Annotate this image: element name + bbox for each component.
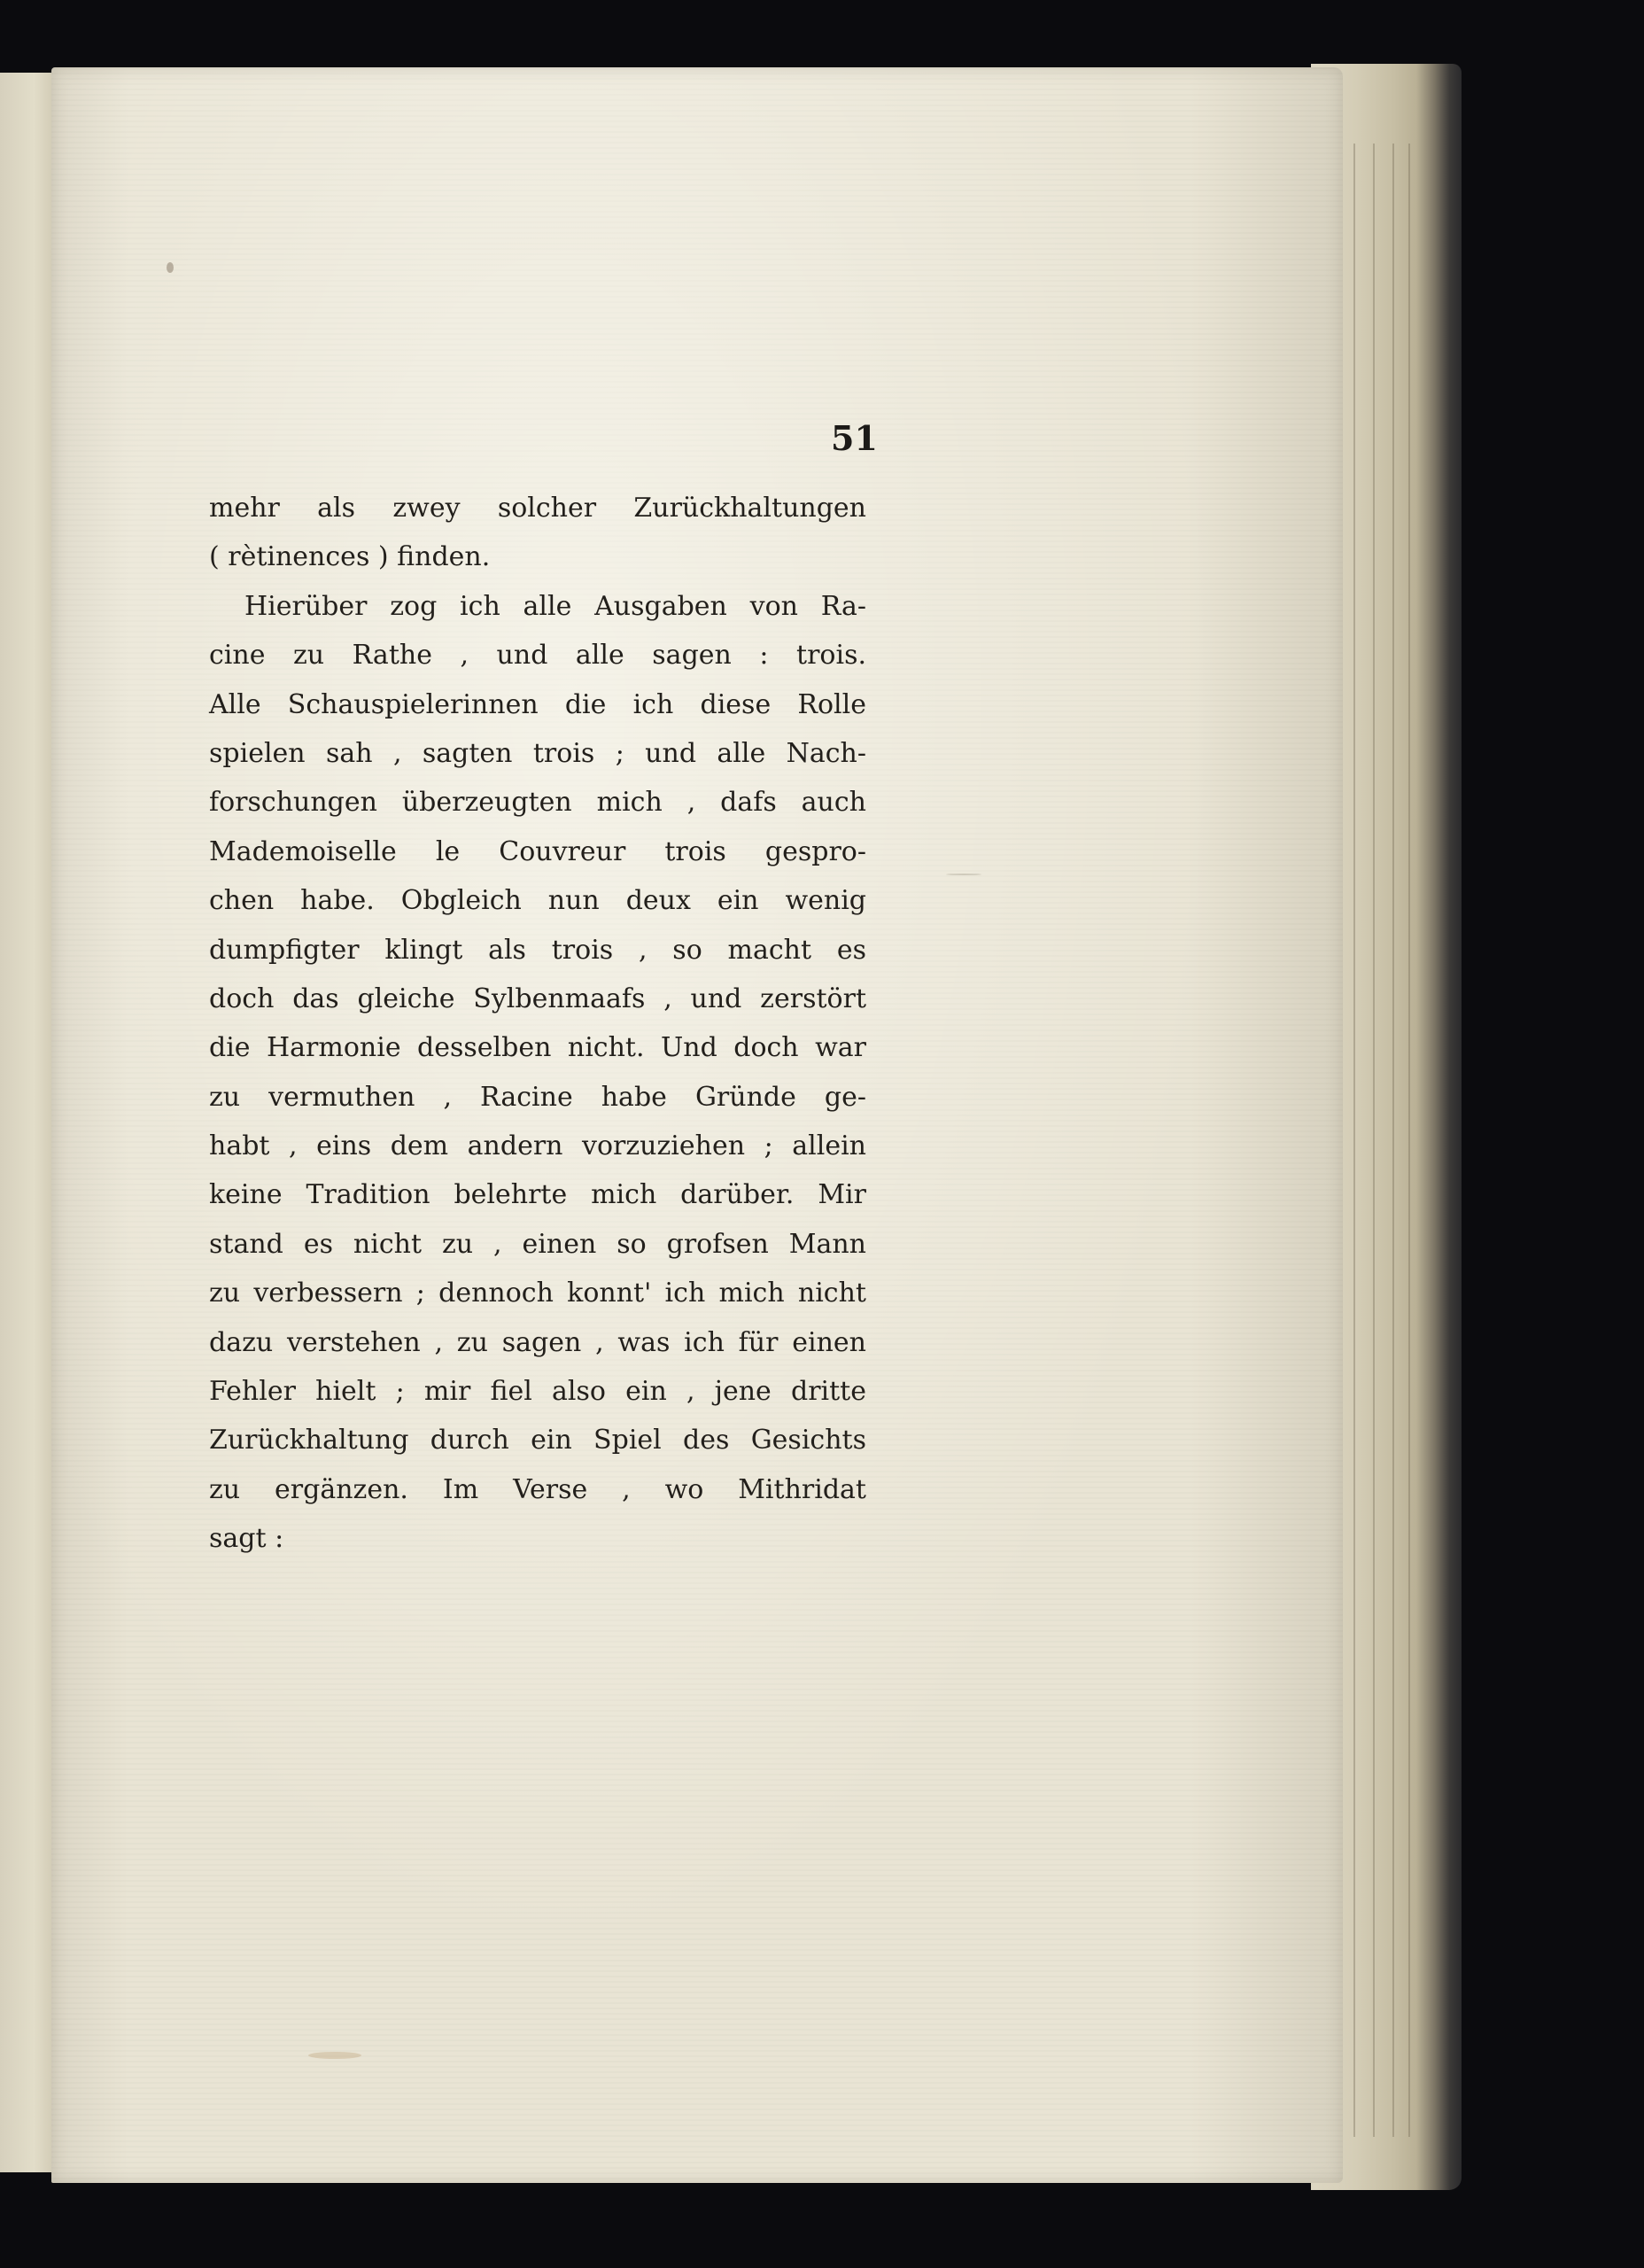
page-number: 51 — [831, 418, 878, 458]
text-line: forschungen überzeugten mich , dafs auch — [209, 787, 866, 819]
text-line: Zurückhaltung durch ein Spiel des Gesichts — [209, 1425, 866, 1456]
text-line: Mademoiselle le Couvreur trois gespro- — [209, 835, 866, 867]
paper-stain — [308, 2052, 361, 2059]
text-line: cine zu Rathe , und alle sagen : trois. — [209, 640, 866, 672]
text-line: mehr als zwey solcher Zurückhaltungen — [209, 493, 866, 524]
text-line: habt , eins dem andern vorzuziehen ; allein — [209, 1130, 866, 1162]
text-line: zu vermuthen , Racine habe Gründe ge- — [209, 1081, 866, 1113]
paper-spot — [167, 262, 174, 273]
text-line: dazu verstehen , zu sagen , was ich für einen — [209, 1326, 866, 1358]
text-line: chen habe. Obgleich nun deux ein wenig — [209, 885, 866, 917]
text-line: spielen sah , sagten trois ; und alle Nach- — [209, 737, 866, 769]
text-line: stand es nicht zu , einen so grofsen Mann — [209, 1228, 866, 1260]
text-line: dumpfigter klingt als trois , so macht es — [209, 934, 866, 966]
body-text — [209, 484, 866, 1564]
text-line: sagt : — [209, 1523, 284, 1555]
text-line: Hierüber zog ich alle Ausgaben von Ra- — [244, 590, 866, 622]
text-line: zu verbessern ; dennoch konnt' ich mich nicht — [209, 1278, 866, 1309]
text-line: zu ergänzen. Im Verse , wo Mithridat — [209, 1473, 866, 1505]
text-line: Alle Schauspielerinnen die ich diese Rolle — [209, 688, 866, 720]
text-line: ( rètinences ) finden. — [209, 541, 491, 573]
paper-mark — [946, 874, 981, 875]
text-line: Fehler hielt ; mir fiel also ein , jene dritte — [209, 1376, 866, 1408]
text-line: die Harmonie desselben nicht. Und doch war — [209, 1032, 866, 1064]
text-line: doch das gleiche Sylbenmaafs , und zerstört — [209, 983, 866, 1014]
facing-page-edge — [0, 73, 58, 2172]
text-line: keine Tradition belehrte mich darüber. Mir — [209, 1179, 866, 1211]
